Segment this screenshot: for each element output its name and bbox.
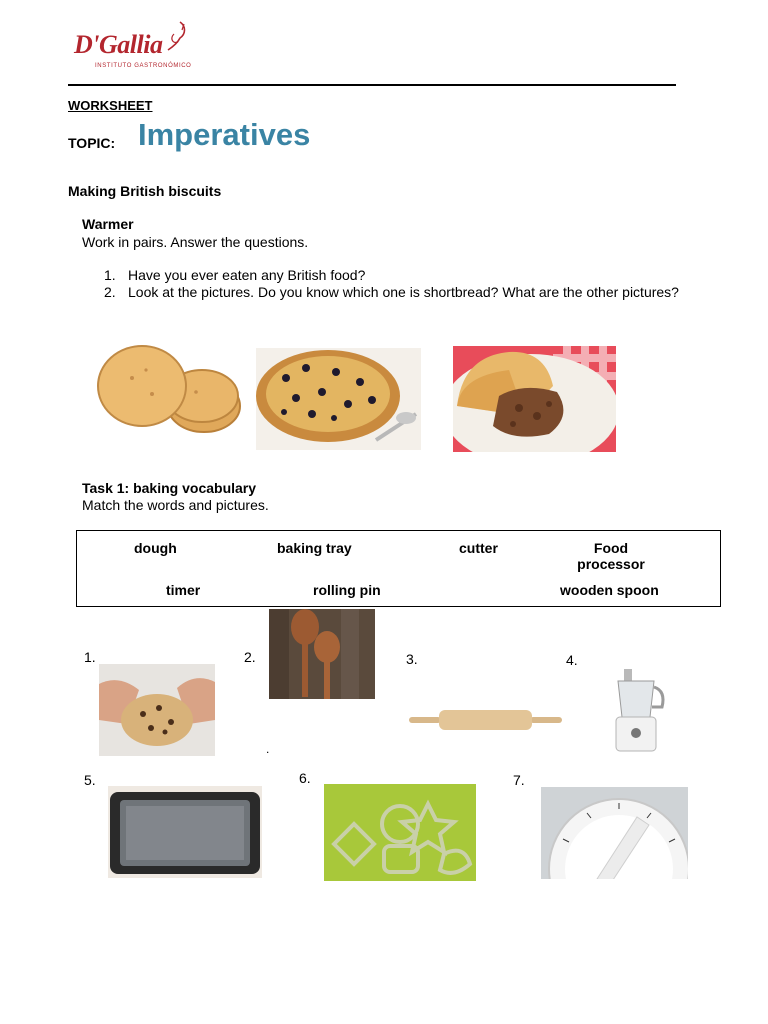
shepherds-pie-picture xyxy=(453,346,616,452)
dough-picture xyxy=(99,664,215,756)
warmer-title: Warmer xyxy=(82,216,134,232)
word-wooden-spoon: wooden spoon xyxy=(560,582,659,598)
vocabulary-box xyxy=(76,530,721,607)
bread-pudding-picture xyxy=(256,348,421,450)
question-number: 2. xyxy=(104,284,116,300)
item-number: 4. xyxy=(566,652,578,668)
rolling-pin-picture xyxy=(409,706,562,734)
kitchen-timer-picture xyxy=(541,787,688,879)
logo-subtitle: INSTITUTO GASTRONÓMICO xyxy=(95,63,192,69)
word-dough: dough xyxy=(134,540,177,556)
shortbread-picture xyxy=(96,334,256,450)
word-rolling-pin: rolling pin xyxy=(313,582,381,598)
wooden-spoons-picture xyxy=(269,609,375,699)
word-food-processor: Food processor xyxy=(577,540,645,572)
topic-label: TOPIC: xyxy=(68,135,116,151)
word-timer: timer xyxy=(166,582,201,598)
question-number: 1. xyxy=(104,267,116,283)
stray-mark: . xyxy=(266,742,270,756)
item-number: 6. xyxy=(299,770,311,786)
item-number: 3. xyxy=(406,651,418,667)
baking-tray-picture xyxy=(108,786,262,878)
warmer-instruction: Work in pairs. Answer the questions. xyxy=(82,234,309,250)
header-rule xyxy=(68,84,676,86)
list-item xyxy=(82,267,728,284)
task1-title: Task 1: baking vocabulary xyxy=(82,480,257,496)
item-number: 1. xyxy=(84,649,96,665)
food-processor-picture xyxy=(610,667,670,753)
section-title: Making British biscuits xyxy=(68,183,222,199)
item-number: 2. xyxy=(244,649,256,665)
chef-hat-icon xyxy=(160,20,190,58)
item-number: 7. xyxy=(513,772,525,788)
word-baking-tray: baking tray xyxy=(277,540,352,556)
task1-instruction: Match the words and pictures. xyxy=(82,497,269,513)
logo-brand: D'Gallia xyxy=(74,30,163,59)
word-cutter: cutter xyxy=(459,540,498,556)
question-text: Have you ever eaten any British food? xyxy=(128,267,366,283)
item-number: 5. xyxy=(84,772,96,788)
warmer-questions xyxy=(82,267,728,301)
question-text: Look at the pictures. Do you know which one is shortbread? What are the other pictures? xyxy=(128,284,679,300)
list-item xyxy=(82,284,688,301)
cookie-cutters-picture xyxy=(324,784,476,881)
worksheet-label: WORKSHEET xyxy=(68,98,153,113)
topic-title: Imperatives xyxy=(138,117,311,152)
